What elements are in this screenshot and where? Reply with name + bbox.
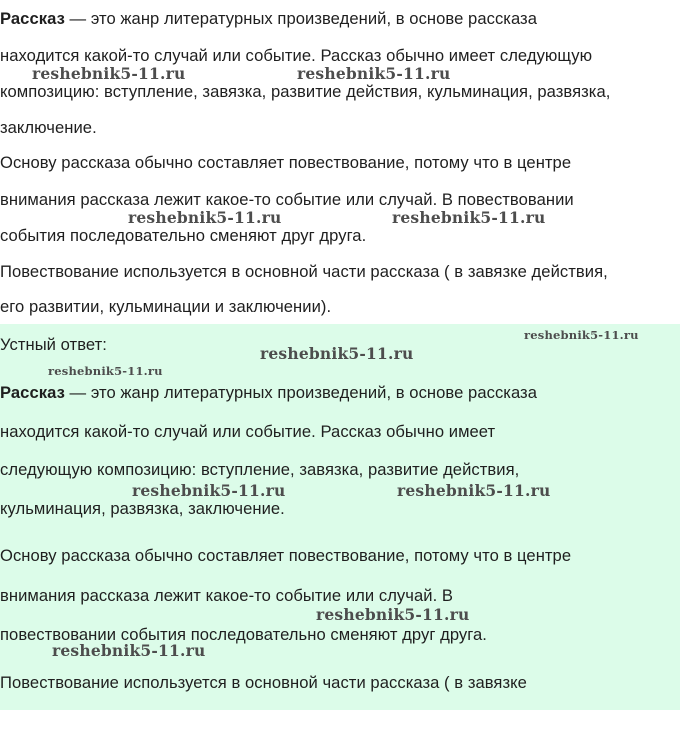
watermark: reshebnik5-11.ru bbox=[132, 481, 286, 500]
text-line: внимания рассказа лежит какое-то событие или случай. В повествовании bbox=[0, 190, 574, 209]
term-bold: Рассказ bbox=[0, 9, 65, 28]
watermark: reshebnik5-11.ru bbox=[297, 64, 451, 83]
text-line: заключение. bbox=[0, 118, 97, 137]
text-line: Повествование используется в основной части рассказа ( в завязке bbox=[0, 673, 527, 692]
text-line: события последовательно сменяют друг друга. bbox=[0, 226, 367, 245]
text-line: Повествование используется в основной части рассказа ( в завязке действия, bbox=[0, 262, 608, 281]
text-line: повествовании события последовательно сменяют друг друга. bbox=[0, 625, 487, 644]
watermark: reshebnik5-11.ru bbox=[316, 605, 470, 624]
term-bold: Рассказ bbox=[0, 383, 65, 402]
text-line: Основу рассказа обычно составляет повествование, потому что в центре bbox=[0, 153, 572, 172]
text-line: находится какой-то случай или событие. Рассказ обычно имеет bbox=[0, 422, 496, 441]
text-line: следующую композицию: вступление, завязка, развитие действия, bbox=[0, 460, 520, 479]
text-line: внимания рассказа лежит какое-то событие или случай. В bbox=[0, 586, 454, 605]
text-line: кульминация, развязка, заключение. bbox=[0, 499, 285, 518]
watermark: reshebnik5-11.ru bbox=[52, 641, 206, 660]
watermark: reshebnik5-11.ru bbox=[48, 364, 163, 378]
text-line: Рассказ — это жанр литературных произведений, в основе рассказа bbox=[0, 383, 537, 402]
text-line: находится какой-то случай или событие. Рассказ обычно имеет следующую bbox=[0, 46, 593, 65]
watermark: reshebnik5-11.ru bbox=[260, 344, 414, 363]
text-line: Рассказ — это жанр литературных произведений, в основе рассказа bbox=[0, 9, 537, 28]
text-line: его развитии, кульминации и заключении). bbox=[0, 297, 332, 316]
watermark: reshebnik5-11.ru bbox=[128, 208, 282, 227]
watermark: reshebnik5-11.ru bbox=[397, 481, 551, 500]
watermark: reshebnik5-11.ru bbox=[392, 208, 546, 227]
text-line: композицию: вступление, завязка, развитие действия, кульминация, развязка, bbox=[0, 82, 611, 101]
answer-heading: Устный ответ: bbox=[0, 335, 107, 354]
watermark: reshebnik5-11.ru bbox=[524, 328, 639, 342]
text-line: Основу рассказа обычно составляет повествование, потому что в центре bbox=[0, 546, 572, 565]
watermark: reshebnik5-11.ru bbox=[32, 64, 186, 83]
